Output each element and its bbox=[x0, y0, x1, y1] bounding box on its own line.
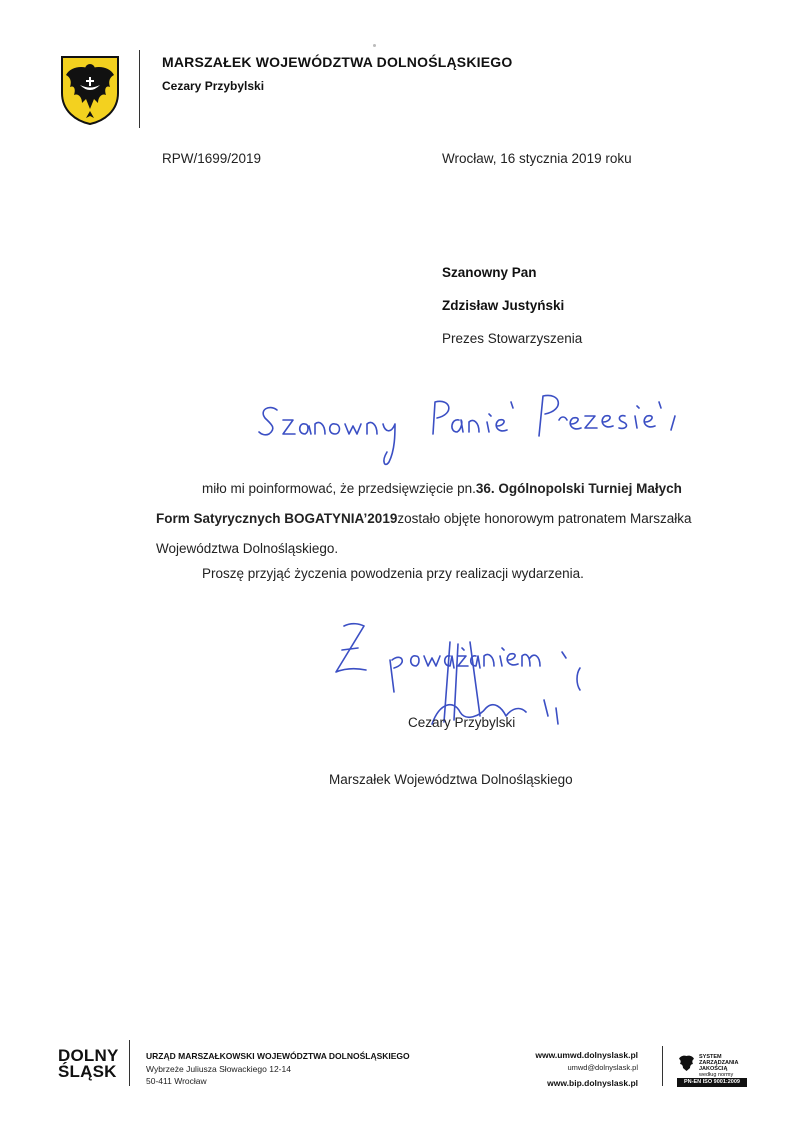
letter-paragraph-1 bbox=[156, 474, 692, 564]
email-link[interactable]: umwd@dolnyslask.pl bbox=[567, 1063, 638, 1072]
iso-line-1: SYSTEM bbox=[699, 1054, 722, 1060]
letter-paragraph-2: Proszę przyjąć życzenia powodzenia przy realizacji wydarzenia. bbox=[202, 566, 584, 581]
logo-line-2: ŚLĄSK bbox=[58, 1062, 117, 1081]
handwritten-closing-and-signature bbox=[330, 612, 600, 732]
header-divider bbox=[139, 50, 140, 128]
logo-line-1: DOLNY bbox=[58, 1046, 119, 1065]
iso-line-2: ZARZĄDZANIA bbox=[699, 1060, 739, 1066]
place-and-date: Wrocław, 16 stycznia 2019 roku bbox=[442, 151, 632, 166]
iso-certificate-badge: PN-EN ISO 9001:2009 bbox=[677, 1078, 747, 1087]
addressee-salutation: Szanowny Pan bbox=[442, 265, 537, 280]
iso-line-3: JAKOŚCIĄ bbox=[699, 1066, 728, 1072]
paragraph-line bbox=[156, 504, 692, 534]
handwritten-greeting bbox=[255, 372, 685, 472]
sender-office-title: MARSZAŁEK WOJEWÓDZTWA DOLNOŚLĄSKIEGO bbox=[162, 54, 513, 70]
addressee-title: Prezes Stowarzyszenia bbox=[442, 331, 583, 346]
website-link[interactable]: www.umwd.dolnyslask.pl bbox=[535, 1050, 638, 1060]
footer-divider-2 bbox=[662, 1046, 663, 1086]
coat-of-arms-eagle-icon bbox=[60, 55, 120, 125]
signer-name: Cezary Przybylski bbox=[408, 715, 516, 730]
quality-system-label bbox=[699, 1054, 738, 1078]
event-name-part-1: 36. Ogólnopolski Turniej Małych bbox=[475, 481, 682, 496]
sender-name: Cezary Przybylski bbox=[162, 79, 265, 93]
iso-line-4: według normy bbox=[699, 1072, 734, 1078]
event-name-part-2: Form Satyrycznych BOGATYNIA’2019 bbox=[156, 511, 398, 526]
bip-link[interactable]: www.bip.dolnyslask.pl bbox=[547, 1078, 638, 1088]
paragraph-text: miło mi poinformować, że przedsięwzięcie pn. bbox=[202, 481, 476, 496]
paragraph-text: zostało objęte honorowym patronatem Marszałka bbox=[397, 511, 692, 526]
office-street: Wybrzeże Juliusza Słowackiego 12-14 bbox=[146, 1064, 291, 1074]
signer-title: Marszałek Województwa Dolnośląskiego bbox=[329, 772, 573, 787]
eagle-icon bbox=[678, 1054, 695, 1072]
paragraph-line: Województwa Dolnośląskiego. bbox=[156, 541, 339, 556]
scan-speck bbox=[373, 44, 376, 47]
footer-divider bbox=[129, 1040, 130, 1086]
paragraph-line bbox=[156, 474, 682, 504]
dolny-slask-logo bbox=[58, 1048, 119, 1080]
office-name: URZĄD MARSZAŁKOWSKI WOJEWÓDZTWA DOLNOŚLĄSKIEGO bbox=[146, 1051, 410, 1061]
reference-number: RPW/1699/2019 bbox=[162, 151, 262, 166]
addressee-name: Zdzisław Justyński bbox=[442, 298, 565, 313]
office-city: 50-411 Wrocław bbox=[146, 1076, 207, 1086]
